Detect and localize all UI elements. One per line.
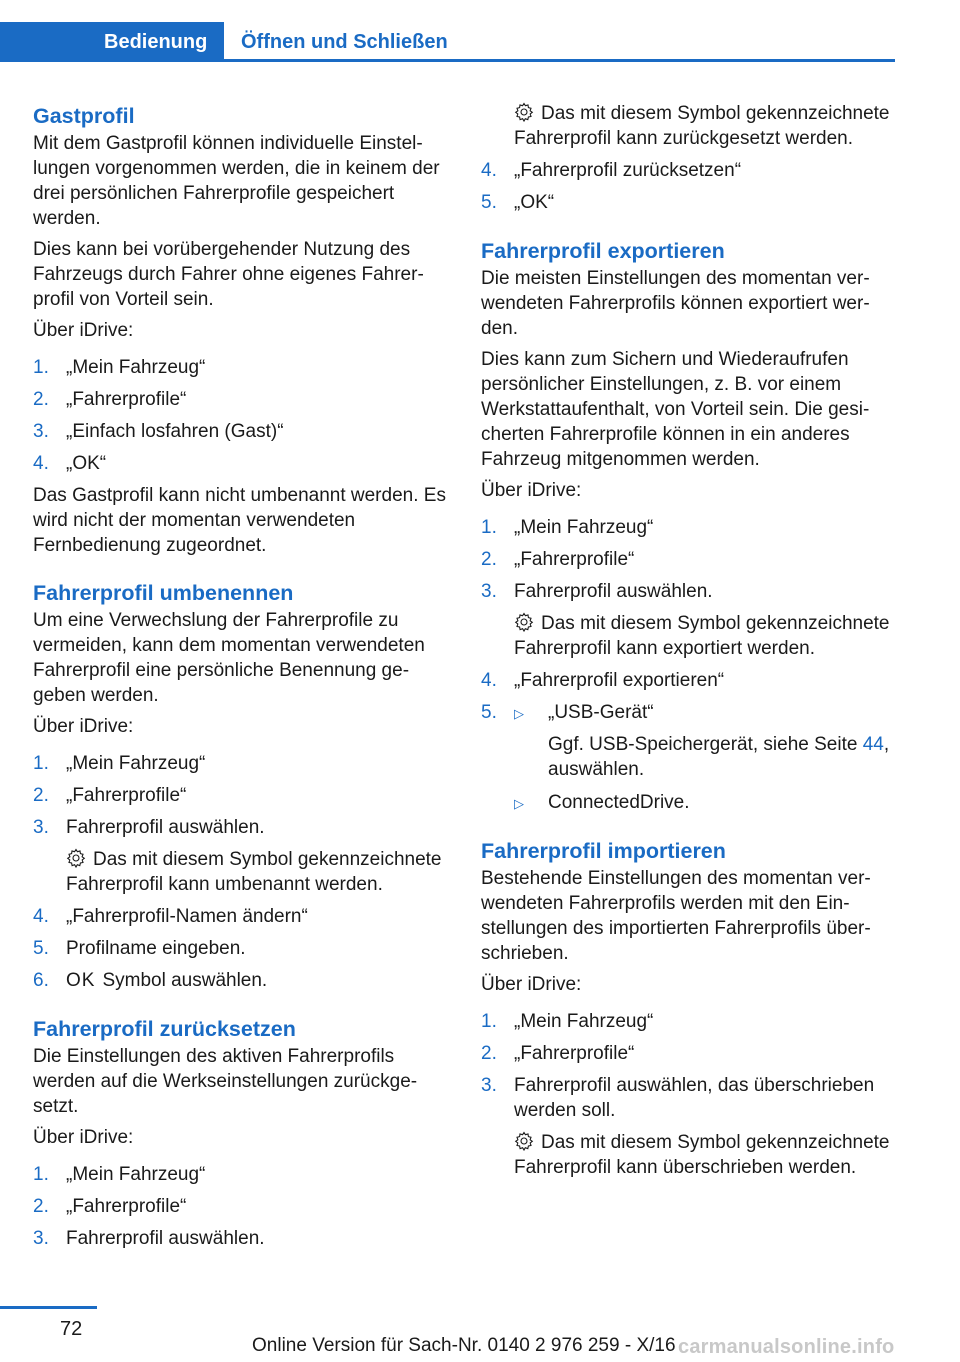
list-item: 3. Fahrerprofil auswählen. — [33, 817, 265, 838]
list-item: 4. „Fahrerprofil zurücksetzen“ — [481, 160, 742, 181]
list-item: 1. „Mein Fahrzeug“ — [481, 517, 654, 538]
gear-icon — [514, 612, 534, 632]
paragraph: Um eine Verwechslung der Fahrerprofile zu vermeiden, kann dem momentan verwendeten Fahrerprofil eine persönliche Benennung gegeben werden. — [33, 610, 425, 706]
gear-icon — [514, 1131, 534, 1151]
list-item: 1. „Mein Fahrzeug“ — [33, 357, 206, 378]
list-item: 4. „OK“ — [33, 453, 107, 474]
steps-list — [481, 515, 895, 604]
paragraph: Dies kann bei vorübergehender Nutzung des Fahrzeugs durch Fahrer ohne eigenes Fahrerprofil von Vorteil sein. — [33, 239, 424, 310]
note: Das mit diesem Symbol gekennzeichnete Fahrerprofil kann umbenannt werden. — [66, 849, 442, 895]
right-column — [481, 101, 895, 1187]
paragraph: Über iDrive: — [481, 480, 582, 501]
list-item: 2. „Fahrerprofile“ — [33, 389, 187, 410]
steps-list — [481, 158, 895, 215]
header-rule — [224, 59, 895, 62]
ok-symbol-icon: OK — [66, 970, 96, 991]
note: Das mit diesem Symbol gekennzeichnete Fahrerprofil kann zurückgesetzt werden. — [514, 103, 890, 149]
steps-list — [481, 1009, 895, 1123]
sub-list — [514, 790, 895, 815]
steps-list — [33, 1162, 451, 1251]
heading-gastprofil: Gastprofil — [33, 104, 135, 128]
paragraph: Über iDrive: — [33, 1127, 134, 1148]
paragraph: Die Einstellungen des aktiven Fahrerprofils werden auf die Werkseinstellungen zurückgesetzt. — [33, 1046, 418, 1117]
list-item: 1. „Mein Fahrzeug“ — [481, 1011, 654, 1032]
paragraph: Über iDrive: — [481, 974, 582, 995]
paragraph: Mit dem Gastprofil können individuelle Einstellungen vorgenommen werden, die in keinem der drei persönlichen Fahrerprofile gespeichert werden. — [33, 133, 440, 229]
list-item: 5. „OK“ — [481, 192, 555, 213]
page-header — [0, 22, 895, 62]
note: Das mit diesem Symbol gekennzeichnete Fahrerprofil kann exportiert werden. — [514, 613, 890, 659]
list-item: 4. „Fahrerprofil exportieren“ — [481, 670, 725, 691]
triangle-icon: ▷ — [514, 796, 524, 811]
steps-list — [33, 751, 451, 840]
list-item: 3. Fahrerprofil auswählen. — [481, 581, 713, 602]
list-item: 5. ▷ „USB-Gerät“ — [481, 700, 895, 725]
heading-zuruecksetzen: Fahrerprofil zurücksetzen — [33, 1017, 296, 1041]
list-item: 3. „Einfach losfahren (Gast)“ — [33, 421, 284, 442]
heading-umbenennen: Fahrerprofil umbenennen — [33, 581, 294, 605]
tab-oeffnen-schliessen[interactable]: Öffnen und Schließen — [224, 22, 895, 62]
list-item: 3. Fahrerprofil auswählen. — [33, 1228, 265, 1249]
paragraph: Über iDrive: — [33, 716, 134, 737]
steps-list — [481, 668, 895, 725]
watermark: carmanualsonline.info — [678, 1336, 895, 1358]
list-item: 3. Fahrerprofil auswählen, das überschrieben werden soll. — [481, 1075, 875, 1121]
page-link[interactable]: 44 — [862, 734, 884, 755]
heading-importieren: Fahrerprofil importieren — [481, 839, 726, 863]
sub-text: Ggf. USB-Speichergerät, siehe Seite 44, auswählen. — [548, 734, 890, 780]
paragraph: Die meisten Einstellungen des momentan verwendeten Fahrerprofils können exportiert werden. — [481, 268, 870, 339]
steps-list — [33, 355, 451, 476]
tab-bedienung[interactable]: Bedienung — [0, 22, 224, 62]
sub-list-item: ▷ ConnectedDrive. — [514, 790, 895, 815]
paragraph: Über iDrive: — [33, 320, 134, 341]
gear-icon — [514, 102, 534, 122]
list-item: 2. „Fahrerprofile“ — [33, 785, 187, 806]
footer-rule — [0, 1306, 97, 1309]
list-item: 1. „Mein Fahrzeug“ — [33, 753, 206, 774]
list-item: 6. OK Symbol auswählen. — [33, 970, 268, 991]
paragraph: Bestehende Einstellungen des momentan verwendeten Fahrerprofils werden mit den Einstellungen des importierten Fahrerprofils überschrieben. — [481, 868, 871, 964]
sub-list — [514, 700, 895, 725]
heading-exportieren: Fahrerprofil exportieren — [481, 239, 725, 263]
gear-icon — [66, 848, 86, 868]
list-item: 2. „Fahrerprofile“ — [481, 549, 635, 570]
sub-list-item: ▷ „USB-Gerät“ — [514, 700, 895, 725]
list-item: 2. „Fahrerprofile“ — [481, 1043, 635, 1064]
steps-list — [33, 904, 451, 993]
list-item: 5. Profilname eingeben. — [33, 938, 246, 959]
page-number: 72 — [60, 1318, 83, 1340]
list-item: 1. „Mein Fahrzeug“ — [33, 1164, 206, 1185]
list-item: 4. „Fahrerprofil-Namen ändern“ — [33, 906, 308, 927]
left-column — [33, 101, 451, 1258]
paragraph: Dies kann zum Sichern und Wiederaufrufen persönlicher Einstellungen, z. B. vor einem Werkstattaufenthalt, von Vorteil sein. Die gesicherten Fahrerprofile können in ein anderes Fahrzeug mitgenommen werden. — [481, 349, 870, 470]
list-item: 2. „Fahrerprofile“ — [33, 1196, 187, 1217]
footer-online-version: Online Version für Sach-Nr. 0140 2 976 259 - X/16 — [252, 1335, 676, 1356]
paragraph: Das Gastprofil kann nicht umbenannt werden. Es wird nicht der momentan verwendeten Fernbedienung zugeordnet. — [33, 485, 446, 556]
note: Das mit diesem Symbol gekennzeichnete Fahrerprofil kann überschrieben werden. — [514, 1132, 890, 1178]
triangle-icon: ▷ — [514, 706, 524, 721]
